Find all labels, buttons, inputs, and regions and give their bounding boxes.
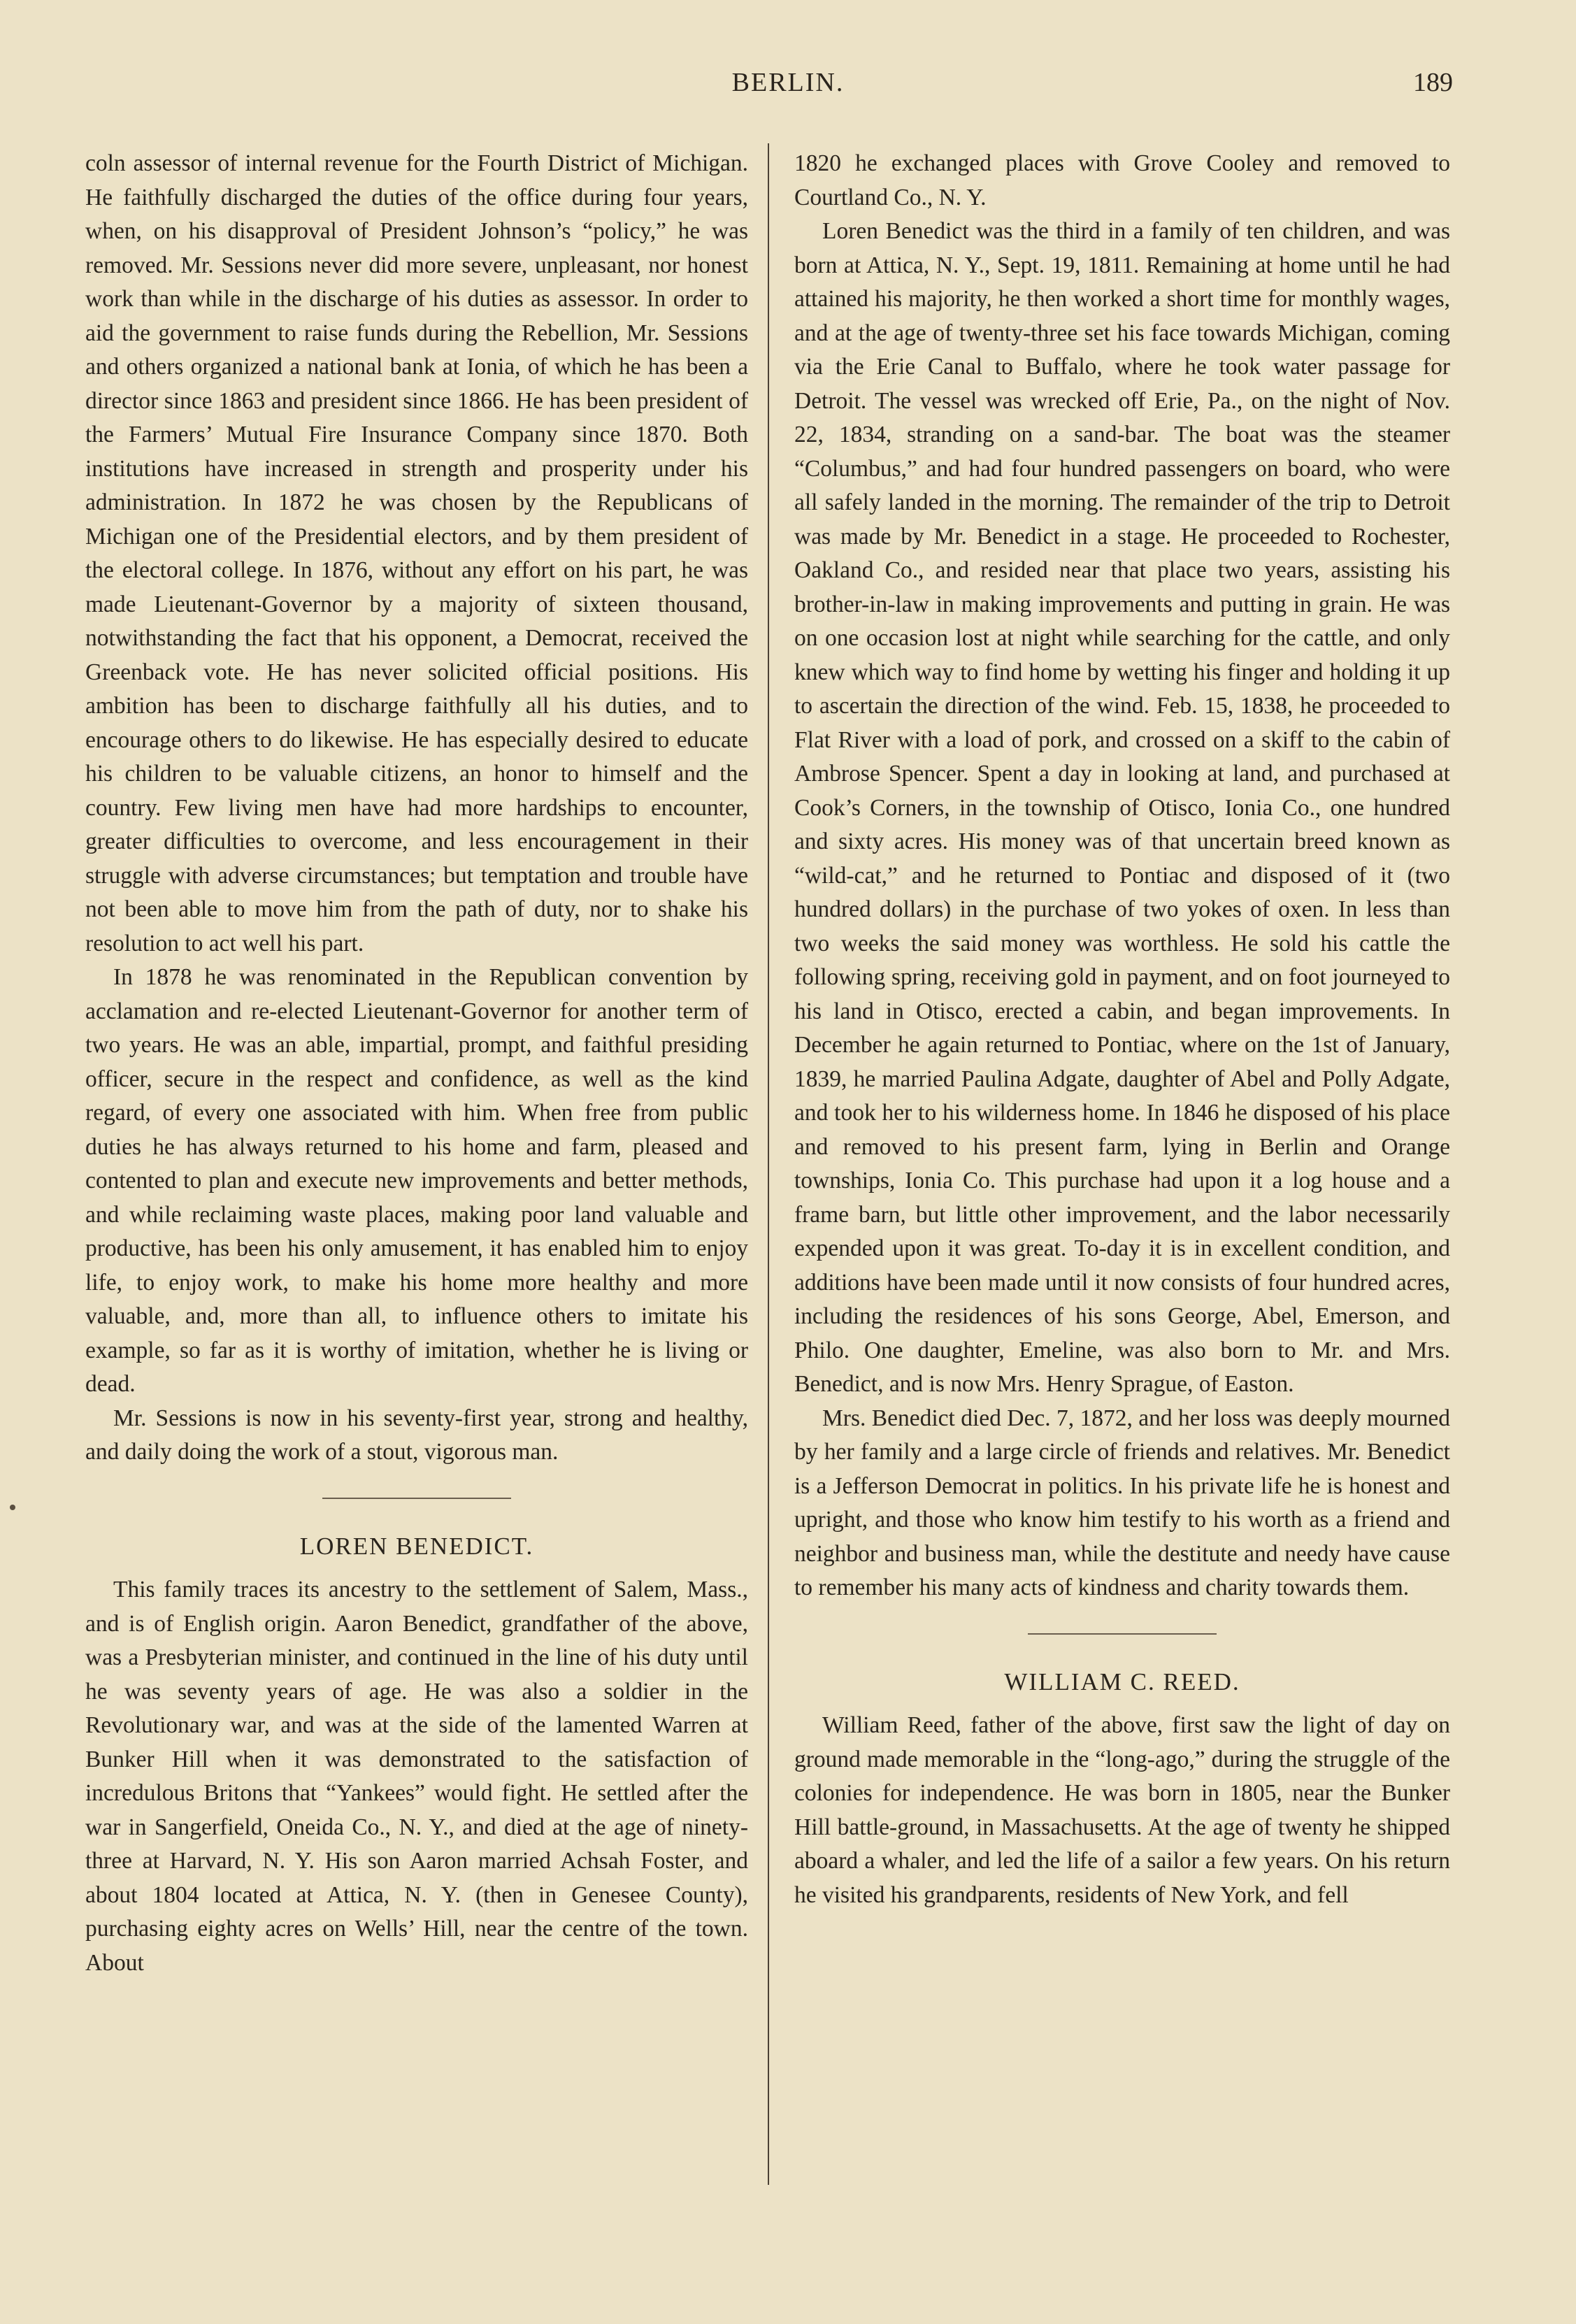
column-rule [768,143,769,2185]
page-title: BERLIN. [731,68,845,97]
section-title-william-reed: WILLIAM C. REED. [1004,1667,1240,1695]
ink-smudge [10,1505,15,1510]
paragraph-sessions-renominated: In 1878 he was renominated in the Republican convention by acclamation and re-elected Lieutenant-Governor for another term of two years. He was an able, impartial, prompt, and faithful presiding officer, secure in the respect and confidence, as well as the kind regard, of every one associated with him. When free from public duties he has always returned to his home and farm, pleased and contented to plan and execute new improvements and better methods, and while reclaiming waste places, making poor land valuable and productive, has been his only amusement, it has enabled him to enjoy life, to enjoy work, to make his home more healthy and more valuable, and, more than all, to influence others to imitate his example, so far as it is worthy of imitation, whether he is living or dead. [85,964,748,1397]
right-column [794,147,1450,1912]
running-head [0,64,1576,106]
paragraph-benedict-1820: 1820 he exchanged places with Grove Cooley and removed to Courtland Co., N. Y. [794,150,1450,210]
paragraph-sessions-age: Mr. Sessions is now in his seventy-first year, strong and healthy, and daily doing the work of a stout, vigorous man. [85,1405,748,1465]
section-divider [1028,1633,1217,1635]
left-column [85,147,748,1980]
paragraph-benedict-life: Loren Benedict was the third in a family of ten children, and was born at Attica, N. Y., Sept. 19, 1811. Remaining at home until he had attained his majority, he then worked a short time for monthly wages, and at the age of twenty-three set his face towards Michigan, coming via the Erie Canal to Buffalo, where he took water passage for Detroit. The vessel was wrecked off Erie, Pa., on the night of Nov. 22, 1834, stranding on a sand-bar. The boat was the steamer “Columbus,” and had four hundred passengers on board, who were all safely landed in the morning. The remainder of the trip to Detroit was made by Mr. Benedict in a stage. He proceeded to Rochester, Oakland Co., and resided near that place two years, assisting his brother-in-law in making improvements and putting in grain. He was on one occasion lost at night while searching for the cattle, and only knew which way to find home by wetting his finger and holding it up to ascertain the direction of the wind. Feb. 15, 1838, he proceeded to Flat River with a load of pork, and crossed on a skiff to the cabin of Ambrose Spencer. Spent a day in looking at land, and purchased at Cook’s Corners, in the township of Otisco, Ionia Co., one hundred and sixty acres. His money was of that uncertain breed known as “wild-cat,” and he returned to Pontiac and disposed of it (two hundred dollars) in the purchase of two yokes of oxen. In less than two weeks the said money was worthless. He sold his cattle the following spring, receiving gold in payment, and on foot journeyed to his land in Otisco, erected a cabin, and began improvements. In December he again returned to Pontiac, where on the 1st of January, 1839, he married Paulina Adgate, daughter of Abel and Polly Adgate, and took her to his wilderness home. In 1846 he disposed of his place and removed to his present farm, lying in Berlin and Orange townships, Ionia Co. This purchase had upon it a log house and a frame barn, but little other improvement, and the labor necessarily expended upon it was great. To-day it is in excellent condition, and additions have been made until it now consists of four hundred acres, including the residences of his sons George, Abel, Emerson, and Philo. One daughter, Emeline, was also born to Mr. and Mrs. Benedict, and is now Mrs. Henry Sprague, of Easton. [794,218,1450,1397]
paragraph-sessions-career: coln assessor of internal revenue for the Fourth District of Michigan. He faithfully discharged the duties of the office during four years, when, on his disapproval of President Johnson’s “policy,” he was removed. Mr. Sessions never did more severe, unpleasant, nor honest work than while in the discharge of his duties as assessor. In order to aid the government to raise funds during the Rebellion, Mr. Sessions and others organized a national bank at Ionia, of which he has been a director since 1863 and president since 1866. He has been president of the Farmers’ Mutual Fire Insurance Company since 1870. Both institutions have increased in strength and prosperity under his administration. In 1872 he was chosen by the Republicans of Michigan one of the Presidential electors, and by them president of the electoral college. In 1876, without any effort on his part, he was made Lieutenant-Governor by a majority of sixteen thousand, notwithstanding the fact that his opponent, a Democrat, received the Greenback vote. He has never solicited official positions. His ambition has been to discharge faithfully all his duties, and to encourage others to do likewise. He has especially desired to educate his children to be valuable citizens, an honor to himself and the country. Few living men have had more hardships to encounter, greater difficulties to overcome, and less encouragement in their struggle with adverse circumstances; but temptation and trouble have not been able to move him from the path of duty, nor to shake his resolution to act well his part. [85,150,748,956]
paragraph-benedict-wife: Mrs. Benedict died Dec. 7, 1872, and her loss was deeply mourned by her family and a large circle of friends and relatives. Mr. Benedict is a Jefferson Democrat in politics. In his private life he is honest and upright, and those who know him testify to his worth as a friend and neighbor and business man, while the destitute and needy have cause to remember his many acts of kindness and charity towards them. [794,1405,1450,1600]
paragraph-reed-father: William Reed, father of the above, first saw the light of day on ground made memorable in the “long-ago,” during the struggle of the colonies for independence. He was born in 1805, near the Bunker Hill battle-ground, in Massachusetts. At the age of twenty he shipped aboard a whaler, and led the life of a sailor a few years. On his return he visited his grandparents, residents of New York, and fell [794,1712,1450,1908]
page-number: 189 [1413,68,1453,97]
paragraph-benedict-ancestry: This family traces its ancestry to the settlement of Salem, Mass., and is of English origin. Aaron Benedict, grandfather of the above, was a Presbyterian minister, and continued in the line of his duty until he was seventy years of age. He was also a soldier in the Revolutionary war, and was at the side of the lamented Warren at Bunker Hill when it was demonstrated to the satisfaction of incredulous Britons that “Yankees” would fight. He settled after the war in Sangerfield, Oneida Co., N. Y., and died at the age of ninety-three at Harvard, N. Y. His son Aaron married Achsah Foster, and about 1804 located at Attica, N. Y. (then in Genesee County), purchasing eighty acres on Wells’ Hill, near the centre of the town. About [85,1577,748,1976]
section-title-loren-benedict: LOREN BENEDICT. [299,1532,534,1560]
section-divider [322,1498,511,1499]
